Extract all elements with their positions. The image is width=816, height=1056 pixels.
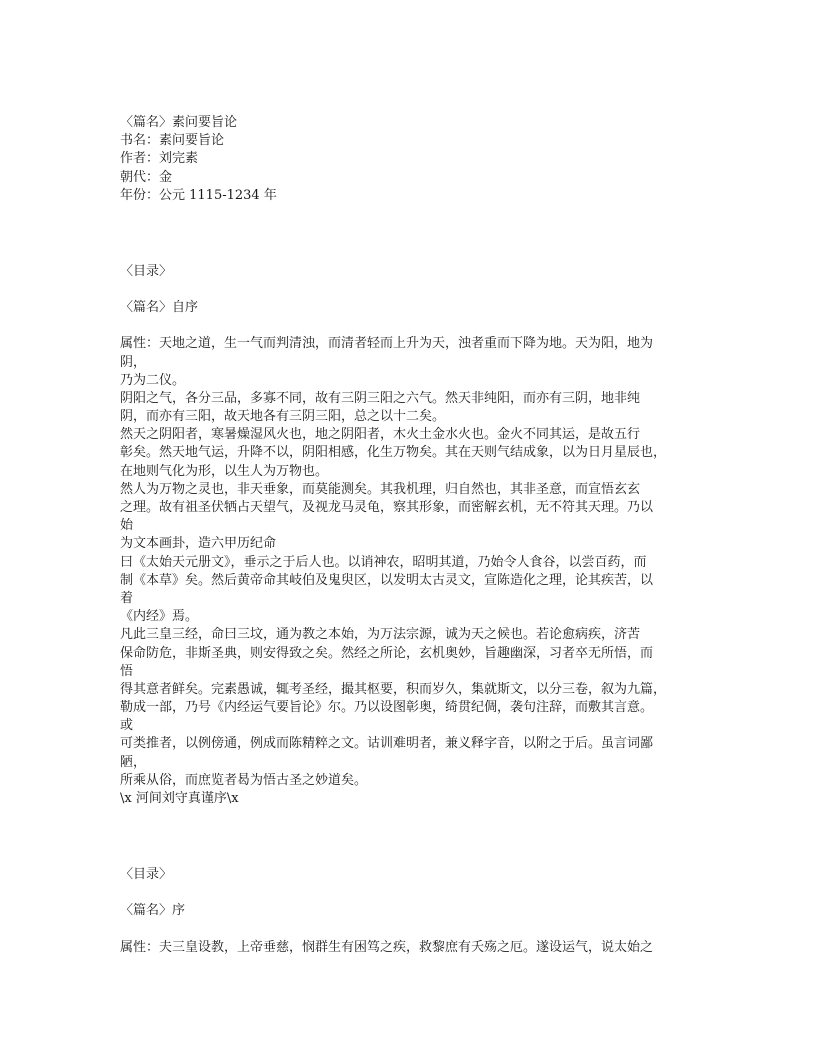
body-line: 保命防危，非斯圣典，则安得致之矣。然经之所论，玄机奥妙，旨趣幽深，习者卒无所悟，而 [120, 645, 654, 661]
body-line: 乃为二仪。 [120, 372, 186, 388]
body-line: 属性：夫三皇设教，上帝垂慈，悯群生有困笃之疾，救黎庶有夭殇之厄。遂设运气，说太始之 [120, 939, 654, 955]
spacer [120, 808, 700, 866]
spacer [120, 921, 700, 939]
body-line: 彰矣。然天地气运，升降不以，阴阳相感，化生万物矣。其在天则气结成象，以为日月星辰也， [120, 445, 667, 461]
body-line: 属性：天地之道，生一气而判清浊，而清者轻而上升为天，浊者重而下降为地。天为阳，地为 [120, 336, 654, 352]
spacer [120, 884, 700, 902]
body-line: 着 [120, 590, 134, 606]
dynasty: 朝代：金 [120, 169, 173, 185]
body-line: 曰《太始天元册文》，垂示之于后人也。以诮神农，昭明其道，乃始令人食谷，以尝百药，而 [120, 554, 647, 570]
body-line: 阴阳之气，各分三品，多寡不同，故有三阴三阳之六气。然天非纯阳，而亦有三阴，地非纯 [120, 390, 641, 406]
body-line: 悟 [120, 663, 134, 679]
section-heading: 〈篇名〉自序 [120, 300, 199, 316]
spacer [120, 205, 700, 263]
author: 作者：刘完素 [120, 151, 199, 167]
body-line: 凡此三皇三经，命曰三坟，通为教之本始，为万法宗源，诚为天之候也。若论愈病疾，济苦 [120, 627, 641, 643]
toc-label: 〈目录〉 [120, 867, 173, 883]
body-line: 阴，而亦有三阳，故天地各有三阴三阳，总之以十二矣。 [120, 409, 446, 425]
body-line: 然人为万物之灵也，非天垂象，而莫能测矣。其我机理，归自然也，其非圣意，而宣悟玄玄 [120, 481, 641, 497]
chapter-heading: 〈篇名〉素问要旨论 [120, 115, 238, 130]
section-heading: 〈篇名〉序 [120, 903, 186, 919]
spacer [120, 281, 700, 299]
body-line: 始 [120, 518, 134, 534]
body-line: 所乘从俗，而庶览者曷为悟古圣之妙道矣。 [120, 772, 368, 788]
section-body [120, 939, 700, 957]
body-line: 阴， [120, 354, 147, 370]
body-line: 得其意者鲜矣。完素愚诚，辄考圣经，撮其枢要，积而岁久，集就斯文，以分三卷，叙为九篇， [120, 681, 667, 697]
body-line: 可类推者，以例傍通，例成而陈精粹之文。诂训难明者，兼义释字音，以附之于后。虽言词鄙 [120, 736, 654, 752]
body-line: 或 [120, 718, 134, 734]
body-line: 然天之阴阳者，寒暑燥湿风火也，地之阴阳者，木火土金水火也。金火不同其运，是故五行 [120, 427, 641, 443]
book-name: 书名：素问要旨论 [120, 133, 225, 149]
years: 年份：公元 1115-1234 年 [120, 187, 277, 203]
signature-line: \x 河间刘守真谨序\x [120, 791, 239, 806]
body-line: 为文本画卦，造六甲历纪命 [120, 536, 277, 552]
document-page [120, 114, 700, 957]
section-body [120, 335, 700, 808]
spacer [120, 317, 700, 335]
toc-label: 〈目录〉 [120, 263, 173, 279]
body-line: 制《本草》矣。然后黄帝命其岐伯及鬼臾区，以发明太古灵文，宣陈造化之理，论其疾苦，以 [120, 572, 654, 588]
body-line: 《内经》焉。 [120, 609, 199, 625]
body-line: 陋， [120, 754, 147, 770]
body-line: 在地则气化为形，以生人为万物也。 [120, 463, 329, 479]
body-line: 之理。故有祖圣伏牺占天望气，及视龙马灵龟，察其形象，而密解玄机，无不符其天理。乃以 [120, 500, 654, 515]
body-line: 勒成一部，乃号《内经运气要旨论》尔。乃以设图彰奥，绮贯纪倜，袭句注辞，而敷其言意。 [120, 700, 654, 716]
